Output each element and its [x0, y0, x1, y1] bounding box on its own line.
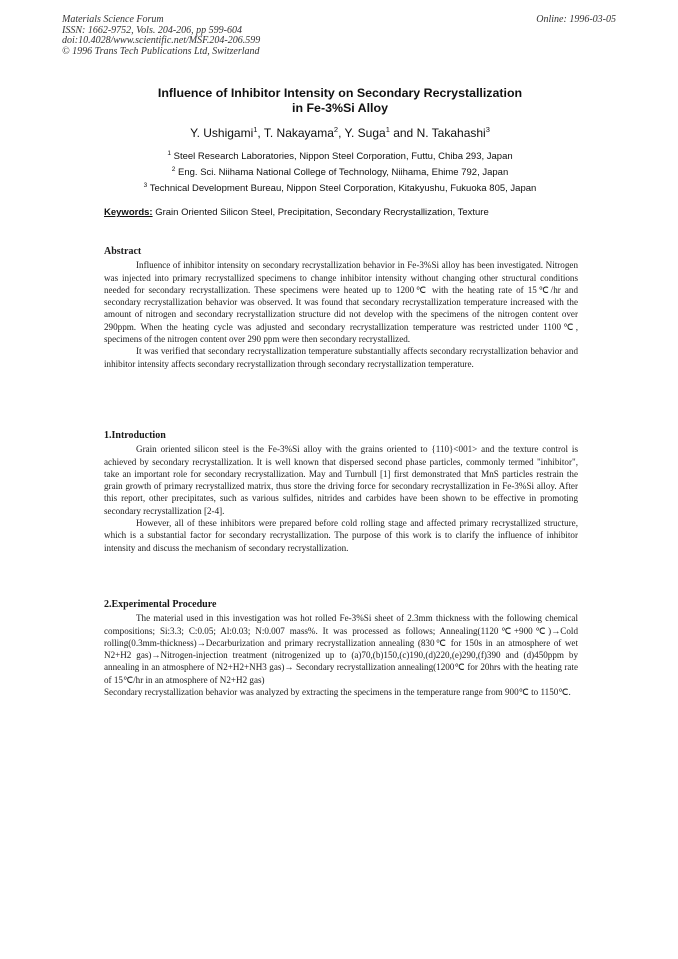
experimental-heading: 2.Experimental Procedure: [104, 599, 217, 610]
experimental-paragraph: Secondary recrystallization behavior was analyzed by extracting the specimens in the temperature range from 900℃ to 1150℃.: [104, 687, 571, 698]
keywords: [104, 207, 489, 218]
doi-line: doi:10.4028/www.scientific.net/MSF.204-206.599: [62, 35, 261, 46]
issn-line: ISSN: 1662-9752, Vols. 204-206, pp 599-604: [62, 24, 242, 36]
introduction-heading: 1.Introduction: [104, 430, 166, 441]
journal-name: Materials Science Forum: [62, 14, 164, 25]
affiliation-mark: 3: [143, 182, 148, 189]
introduction-paragraph: However, all of these inhibitors were prepared before cold rolling stage and affected primary recrystallized structure, which is a substantial factor for secondary recrystallization. The purpose of this work is to clarify the influence of inhibitor intensity and discuss the mechanism of secondary recrystallization.: [104, 518, 578, 553]
online-date: Online: 1996-03-05: [536, 14, 616, 25]
experimental-section: [104, 599, 578, 698]
author-name: N. Takahashi: [416, 126, 486, 140]
paper-title: [60, 86, 620, 116]
author-separator: ,: [338, 126, 345, 140]
author-name: Y. Suga: [344, 126, 386, 140]
keywords-label: Keywords:: [104, 207, 153, 218]
keywords-text: Grain Oriented Silicon Steel, Precipitation, Secondary Recrystallization, Texture: [155, 207, 489, 218]
introduction-section: [104, 430, 578, 554]
affiliation-text: Eng. Sci. Niihama National College of Technology, Niihama, Ehime 792, Japan: [178, 167, 509, 179]
affiliation-text: Steel Research Laboratories, Nippon Steel Corporation, Futtu, Chiba 293, Japan: [173, 151, 513, 163]
title-line-2: in Fe-3%Si Alloy: [292, 101, 388, 115]
abstract-paragraph: It was verified that secondary recrystallization temperature substantially affects secondary recrystallization behavior and inhibitor intensity affects secondary recrystallization through secondary recrystallization temperature.: [104, 346, 578, 369]
abstract-paragraph: Influence of inhibitor intensity on secondary recrystallization behavior in Fe-3%Si alloy has been investigated. Nitrogen was injected into primary recrystallized specimens to change inhibitor intensity without changing other structural conditions needed for secondary recrystallization. These specimens were heated up to 1200℃ with the heating rate of 15℃/hr and secondary recrystallization behavior was observed. It was found that secondary recrystallization temperature increased with the amount of nitrogen and secondary recrystallization structure did not develop with the specimens of the nitrogen content over 290ppm. When the heating cycle was adjusted and secondary recrystallization temperature was restricted under 1100℃, specimens of the nitrogen content over 290 ppm were then secondary recrystallized.: [104, 260, 578, 345]
affiliation-mark: 1: [167, 150, 171, 157]
abstract-heading: Abstract: [104, 246, 142, 257]
author-separator: and: [389, 126, 417, 140]
author-affil-mark: 1: [385, 125, 390, 134]
author-affil-mark: 2: [333, 125, 339, 134]
affiliation-mark: 2: [171, 166, 176, 173]
abstract-section: [104, 246, 578, 370]
author-name: Y. Ushigami: [190, 126, 254, 140]
title-line-1: Influence of Inhibitor Intensity on Secondary Recrystallization: [157, 86, 523, 100]
experimental-paragraph: The material used in this investigation was hot rolled Fe-3%Si sheet of 2.3mm thickness with the following chemical compositions; Si:3.3; C:0.05; Al:0.03; N:0.007 mass%. It was processed as follows; Annealing(1120℃+900℃)→Cold rolling(0.3mm-thickness)→Decarburization and primary recrystallization annealing (830℃ for 150s in an atmosphere of wet N2+H2 gas)→Nitrogen-injection treatment (nitrogenized up to (a)70,(b)150,(c)190,(d)220,(e)290,(f)390 and (d)450ppm by annealing in an atmosphere of N2+H2+NH3 gas)→ Secondary recrystallization annealing(1200℃ for 20hrs with the heating rate of 15℃/hr in an atmosphere of N2+H2 gas): [104, 613, 578, 685]
affiliation-1: [60, 150, 620, 162]
introduction-paragraph: Grain oriented silicon steel is the Fe-3%Si alloy with the grains oriented to {110}<001> and the texture control is achieved by secondary recrystallization. It is well known that dispersed second phase particles, commonly termed "inhibitor", take an important role for secondary recrystallization. May and Turnbull [1] first demonstrated that MnS particles restrain the grain growth of primary recrystallized matrix, thus store the driving force for secondary recrystallization in Fe-3%Si alloy. After this report, other precipitates, such as various sulfides, nitrides and carbides have been shown to be effective in promoting secondary recrystallization [2-4].: [104, 444, 578, 516]
author-separator: ,: [257, 126, 264, 140]
affiliation-3: [60, 182, 620, 194]
author-list: [60, 125, 620, 140]
author-affil-mark: 1: [253, 125, 258, 134]
copyright-line: © 1996 Trans Tech Publications Ltd, Switzerland: [62, 45, 260, 57]
author-affil-mark: 3: [485, 125, 490, 134]
publication-info: [62, 15, 260, 57]
affiliation-text: Technical Development Bureau, Nippon Steel Corporation, Kitakyushu, Fukuoka 805, Japan: [149, 183, 537, 195]
author-name: T. Nakayama: [263, 126, 334, 140]
affiliation-2: [60, 166, 620, 178]
